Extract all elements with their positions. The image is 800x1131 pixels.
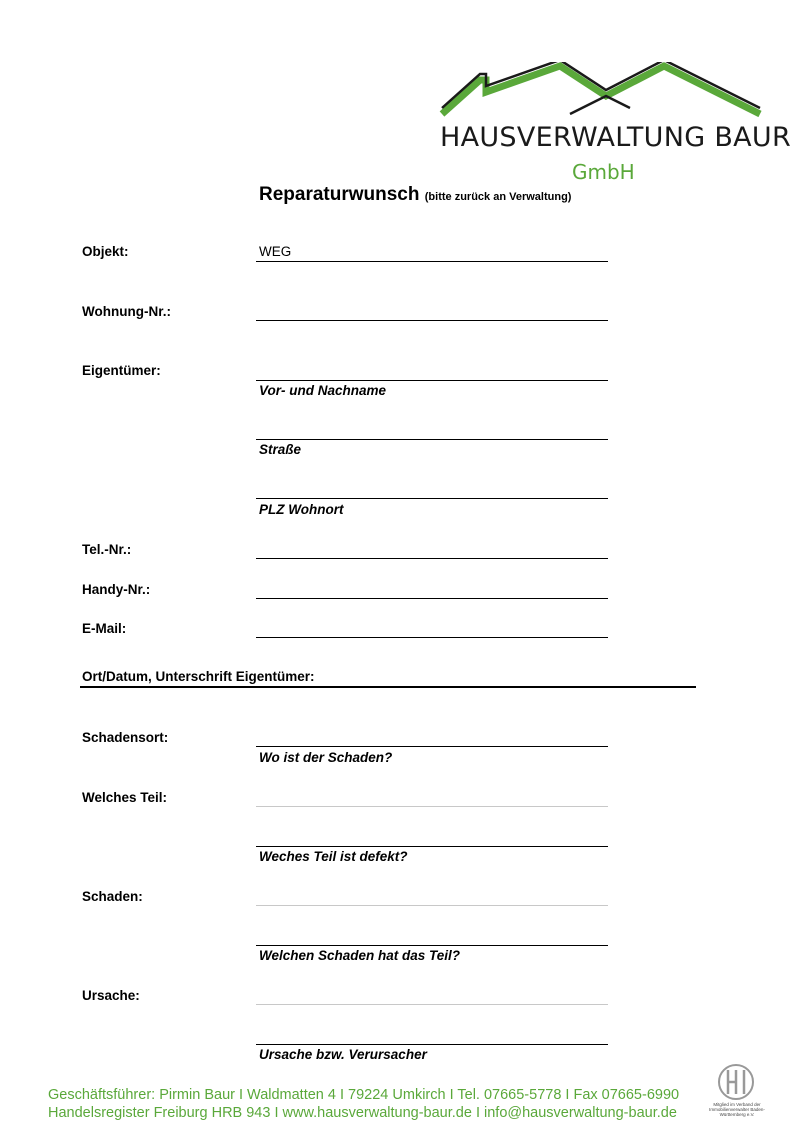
ursache-line-2[interactable] [256,1044,608,1045]
title-note: (bitte zurück an Verwaltung) [424,191,572,203]
teil-line-1[interactable] [256,806,608,807]
eigentuemer-name-line[interactable] [256,380,608,381]
label-schadensort: Schadensort: [82,730,169,745]
eigentuemer-city-line[interactable] [256,498,608,499]
label-handy: Handy-Nr.: [82,582,151,597]
company-name: HAUSVERWALTUNG BAUR [440,122,792,153]
company-suffix: GmbH [572,160,635,184]
label-schaden: Schaden: [82,889,143,904]
label-objekt: Objekt: [82,244,129,259]
form-title [259,184,571,206]
schadensort-line[interactable] [256,746,608,747]
label-ursache: Ursache: [82,988,140,1003]
label-email: E-Mail: [82,621,127,636]
hint-name: Vor- und Nachname [259,383,387,398]
hint-street: Straße [259,442,302,457]
email-line[interactable] [256,637,608,638]
tel-line[interactable] [256,558,608,559]
hint-schaden: Welchen Schaden hat das Teil? [259,948,461,963]
handy-line[interactable] [256,598,608,599]
label-eigentuemer: Eigentümer: [82,363,161,378]
eigentuemer-street-line[interactable] [256,439,608,440]
schaden-line-2[interactable] [256,945,608,946]
label-signature: Ort/Datum, Unterschrift Eigentümer: [82,669,315,684]
label-teil: Welches Teil: [82,790,168,805]
hint-teil: Weches Teil ist defekt? [259,849,408,864]
objekt-line[interactable] [256,261,608,262]
label-wohnung: Wohnung-Nr.: [82,304,171,319]
title-main: Reparaturwunsch [259,184,420,205]
label-tel: Tel.-Nr.: [82,542,132,557]
signature-line[interactable] [80,686,696,688]
wohnung-line[interactable] [256,320,608,321]
teil-line-2[interactable] [256,846,608,847]
hint-ursache: Ursache bzw. Verursacher [259,1047,427,1062]
footer-line-1: Geschäftsführer: Pirmin Baur I Waldmatten 4 I 79224 Umkirch I Tel. 07665-5778 I Fax 07665-6990 [48,1087,680,1103]
footer-line-2: Handelsregister Freiburg HRB 943 I www.hausverwaltung-baur.de I info@hausverwaltung-baur.de [48,1105,677,1121]
schaden-line-1[interactable] [256,905,608,906]
hint-schadensort: Wo ist der Schaden? [259,750,393,765]
badge-caption: Mitglied im Verband der Immobilienverwalter Baden-Württemberg e.V. [709,1102,765,1117]
company-logo-roofs [430,62,770,122]
ursache-line-1[interactable] [256,1004,608,1005]
objekt-value[interactable]: WEG [259,244,292,259]
hint-city: PLZ Wohnort [259,502,344,517]
